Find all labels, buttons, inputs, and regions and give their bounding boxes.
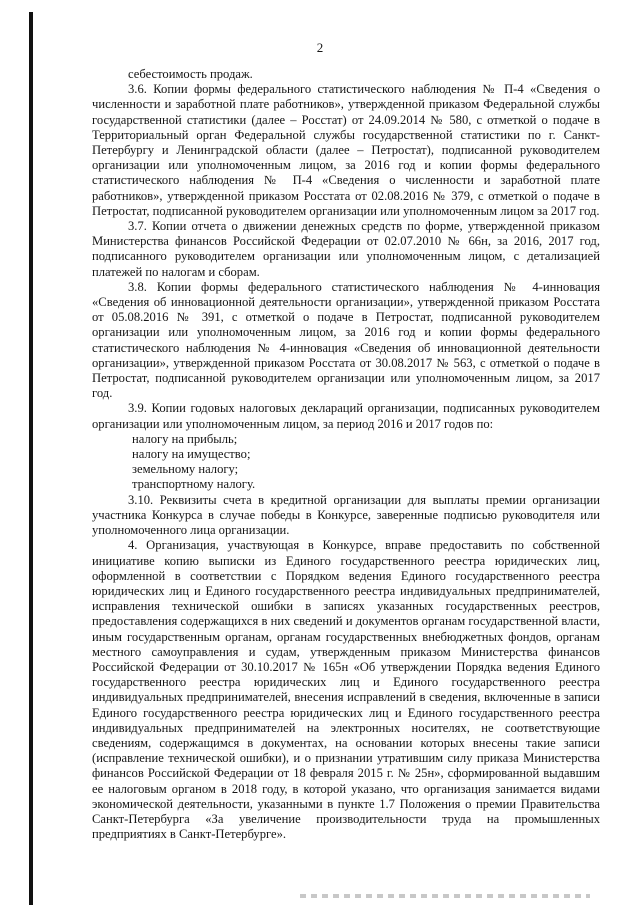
- paragraph-3-9: 3.9. Копии годовых налоговых деклараций организации, подписанных руководителем организации или уполномоченным лицом, за период 2016 и 2017 годов по:: [92, 401, 600, 431]
- paragraph-3-7: 3.7. Копии отчета о движении денежных средств по форме, утвержденной приказом Министерства финансов Российской Федерации от 02.07.2010 № 66н, за 2016, 2017 год, подписанного руководителем организации или уполномоченным лицом, с детализацией платежей по налогам и сборам.: [92, 219, 600, 279]
- tax-list: [92, 432, 600, 493]
- scan-edge-line: [29, 12, 33, 905]
- document-body: [92, 67, 600, 842]
- paragraph-3-10: 3.10. Реквизиты счета в кредитной организации для выплаты премии организации участника Конкурса в случае победы в Конкурсе, заверенные подписью руководителя или уполномоченного лица организации.: [92, 492, 600, 538]
- paragraph-3-6: 3.6. Копии формы федерального статистического наблюдения № П-4 «Сведения о численности и заработной плате работников», утвержденной приказом Федеральной службы государственной статистики (далее – Росстат) от 24.09.2014 № 580, с отметкой о подаче в Территориальный орган Федеральной службы государственной статистики по г. Санкт-Петербургу и Ленинградской области (далее – Петростат), подписанной руководителем организации или уполномоченным лицом, за 2016 год и копии формы федерального статистического наблюдения № П-4 «Сведения о численности и заработной плате работников», утвержденной приказом Росстата от 02.08.2016 № 379, с отметкой о подаче в Петростат, подписанной руководителем организации или уполномоченным лицом за 2017 год.: [92, 82, 600, 218]
- list-item: транспортному налогу.: [132, 477, 256, 492]
- scan-noise: [300, 894, 590, 898]
- list-item: налогу на прибыль;: [132, 431, 238, 446]
- list-item: земельному налогу;: [132, 462, 239, 477]
- paragraph-3-8: 3.8. Копии формы федерального статистического наблюдения № 4-инновация «Сведения об инновационной деятельности организации», утвержденной приказом Росстата от 05.08.2016 № 391, с отметкой о подаче в Петростат, подписанной руководителем организации или уполномоченным лицом, за 2016 год и копии формы федерального статистического наблюдения № 4-инновация «Сведения об инновационной деятельности организации», утвержденной приказом Росстата от 30.08.2017 № 563, с отметкой о подаче в Петростат, подписанной руководителем организации или уполномоченным лицом, за 2017 год.: [92, 279, 600, 401]
- paragraph-3-5-continuation: себестоимость продаж.: [128, 67, 253, 81]
- paragraph-4: 4. Организация, участвующая в Конкурсе, вправе предоставить по собственной инициативе копию выписки из Единого государственного реестра юридических лиц, оформленной в соответствии с Порядком ведения Единого государственного реестра юридических лиц и Единого государственного реестра индивидуальных предпринимателей, исправления технической ошибки в записях указанных государственных реестров, предоставления содержащихся в них сведений и документов органам государственной власти, иным государственным органам, органам государственных внебюджетных фондов, органам местного самоуправления и судам, утвержденным приказом Министерства финансов Российской Федерации от 30.10.2017 № 165н «Об утверждении Порядка ведения Единого государственного реестра юридических лиц и Единого государственного реестра индивидуальных предпринимателей, внесения исправлений в сведения, включенные в записи Единого государственного реестра юридических лиц и Единого государственного реестра индивидуальных предпринимателей на электронных носителях, не соответствующие сведениям, содержащимся в документах, на основании которых внесены такие записи (исправление технической ошибки), и о признании утратившим силу приказа Министерства финансов Российской Федерации от 18 февраля 2015 г. № 25н», сформированной выдавшим ее налоговым органом в 2018 году, в которой указано, что организация занимается видами экономической деятельности, указанными в пункте 1.7 Положения о премии Правительства Санкт-Петербурга «За увеличение производительности труда на промышленных предприятиях в Санкт-Петербурге».: [92, 538, 600, 842]
- page-number: 2: [316, 40, 324, 55]
- list-item: налогу на имущество;: [132, 447, 251, 462]
